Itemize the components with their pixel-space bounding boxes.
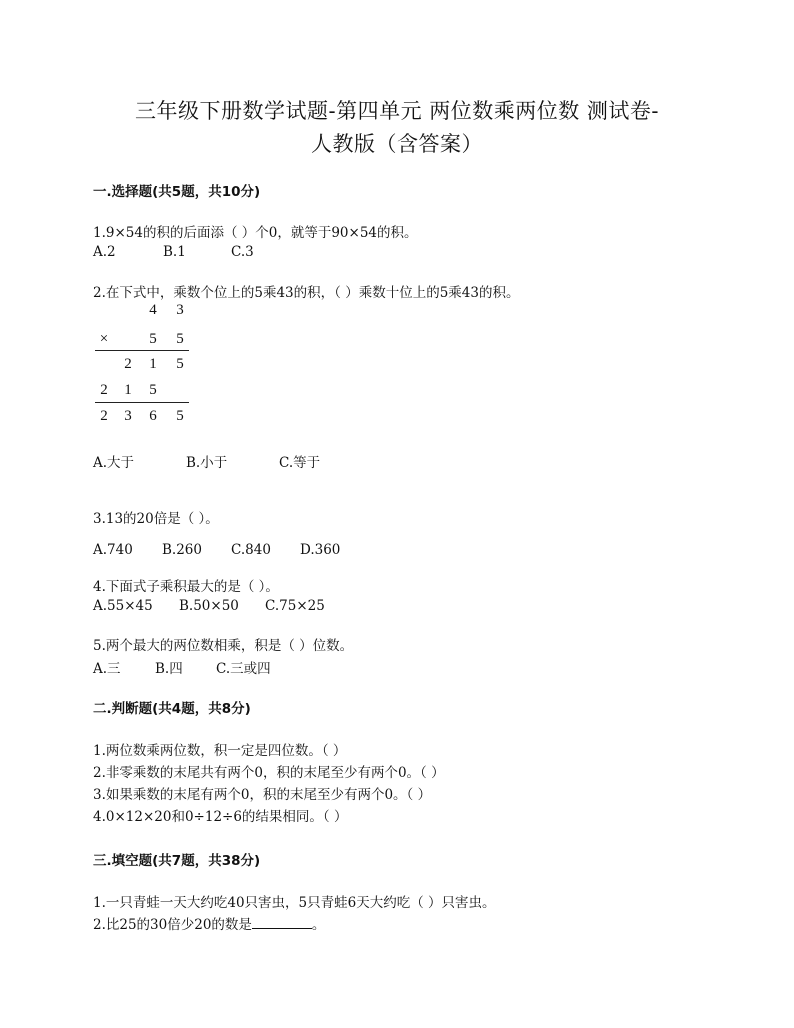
digit: 2	[100, 382, 108, 398]
choice-options-3	[93, 542, 340, 558]
choice-options-1	[93, 244, 254, 260]
fill-question-2-text: 2.比25的30倍少20的数是	[93, 917, 252, 933]
choice-options-2	[93, 451, 320, 471]
section-fill-heading: 三.填空题(共7题，共38分)	[93, 853, 261, 869]
choice-question-4: 4.下面式子乘积最大的是（ ）。	[93, 579, 279, 595]
digit: 5	[176, 331, 184, 347]
digit: 5	[149, 331, 157, 347]
title-line-2: 人教版（含答案）	[311, 132, 483, 156]
multiply-sign: ×	[99, 331, 109, 347]
section-judge-heading: 二.判断题(共4题，共8分)	[93, 701, 251, 717]
choice-options-4	[93, 598, 325, 614]
option-c: C.3	[231, 244, 254, 260]
fill-question-2-suffix: 。	[311, 917, 326, 933]
digit: 1	[124, 382, 132, 398]
option-a: A.55×45	[93, 598, 153, 614]
digit: 6	[149, 408, 157, 424]
digit: 3	[124, 408, 132, 424]
vertical-multiplication	[93, 302, 203, 432]
digit: 1	[149, 356, 157, 372]
option-b: B.50×50	[179, 598, 239, 614]
fill-question-1: 1.一只青蛙一天大约吃40只害虫，5只青蛙6天大约吃（ ）只害虫。	[93, 895, 496, 911]
digit: 5	[149, 382, 157, 398]
option-a: A.大于	[93, 455, 135, 471]
option-b: B.小于	[186, 455, 228, 471]
judge-question-2: 2.非零乘数的末尾共有两个0，积的末尾至少有两个0。（ ）	[93, 765, 445, 781]
choice-question-2: 2.在下式中，乘数个位上的5乘43的积，（ ）乘数十位上的5乘43的积。	[93, 285, 520, 301]
option-d: D.360	[300, 542, 341, 558]
option-c: C.三或四	[216, 661, 271, 677]
digit: 3	[176, 302, 184, 318]
digit: 5	[176, 356, 184, 372]
title-line-1: 三年级下册数学试题-第四单元 两位数乘两位数 测试卷-	[134, 99, 660, 123]
calc-line	[95, 402, 189, 403]
choice-question-5: 5.两个最大的两位数相乘，积是（ ）位数。	[93, 638, 354, 654]
digit: 2	[100, 408, 108, 424]
option-a: A.740	[93, 542, 133, 558]
digit: 5	[176, 408, 184, 424]
digit: 4	[149, 302, 157, 318]
calc-line	[95, 350, 189, 351]
option-b: B.260	[162, 542, 202, 558]
choice-question-3: 3.13的20倍是（ ）。	[93, 511, 219, 527]
fill-question-2	[93, 913, 325, 933]
choice-options-5	[93, 657, 271, 677]
section-choice-heading: 一.选择题(共5题，共10分)	[93, 184, 261, 200]
choice-question-1: 1.9×54的积的后面添（ ）个0，就等于90×54的积。	[93, 225, 418, 241]
option-b: B.1	[163, 244, 186, 260]
option-c: C.840	[231, 542, 271, 558]
judge-question-4: 4.0×12×20和0÷12÷6的结果相同。（ ）	[93, 809, 348, 825]
digit: 2	[124, 356, 132, 372]
option-a: A.2	[93, 244, 116, 260]
option-b: B.四	[155, 661, 183, 677]
option-a: A.三	[93, 661, 121, 677]
judge-question-3: 3.如果乘数的末尾有两个0，积的末尾至少有两个0。（ ）	[93, 787, 432, 803]
answer-blank[interactable]	[252, 916, 312, 929]
option-c: C.75×25	[265, 598, 325, 614]
option-c: C.等于	[279, 455, 321, 471]
judge-question-1: 1.两位数乘两位数，积一定是四位数。（ ）	[93, 743, 347, 759]
